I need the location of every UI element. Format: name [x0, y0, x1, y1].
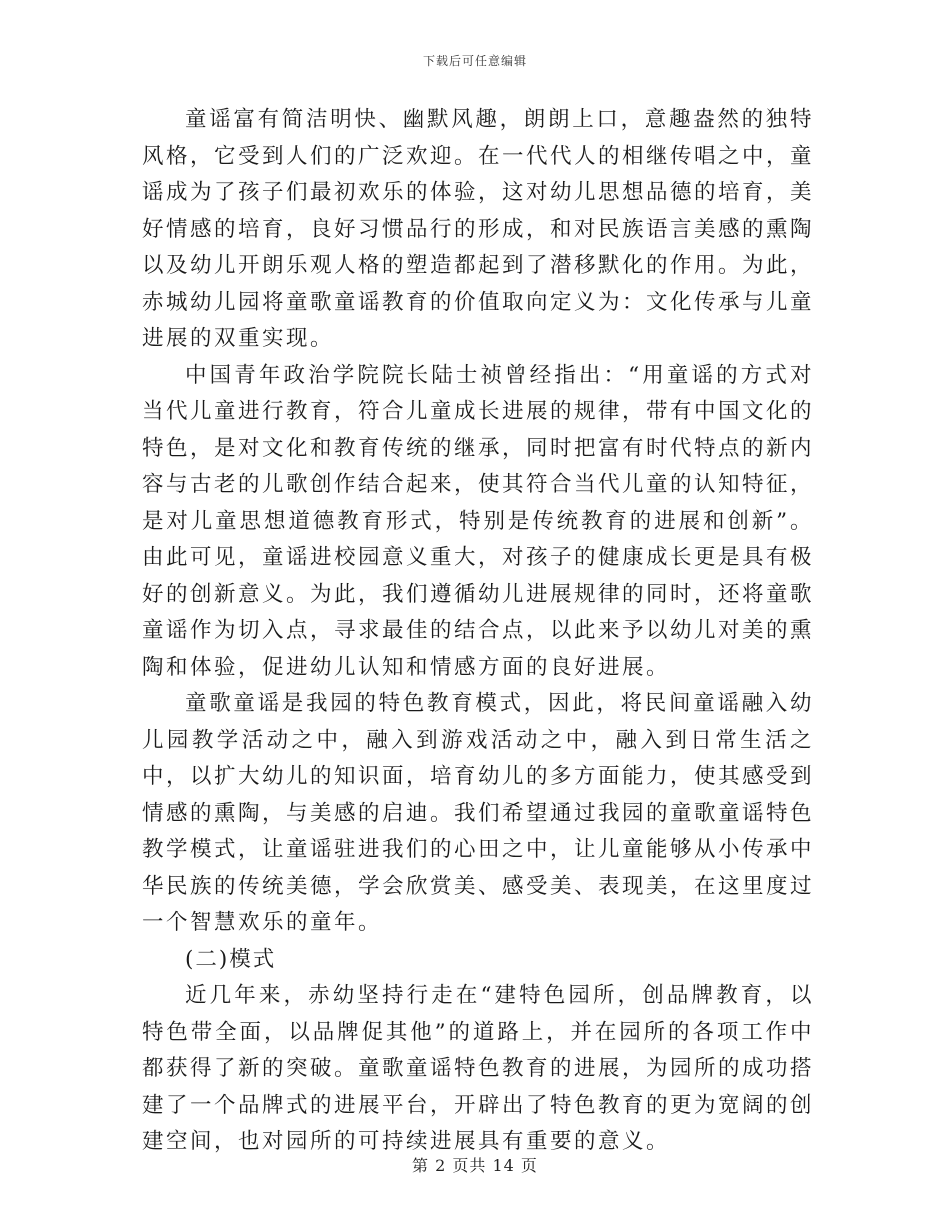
- paragraph-3: 童歌童谣是我园的特色教育模式，因此，将民间童谣融入幼儿园教学活动之中，融入到游戏活动之中，融入到日常生活之中，以扩大幼儿的知识面，培育幼儿的多方面能力，使其感受到情感的熏陶，与美感的启迪。我们希望通过我园的童歌童谣特色教学模式，让童谣驻进我们的心田之中，让儿童能够从小传承中华民族的传统美德，学会欣赏美、感受美、表现美，在这里度过一个智慧欢乐的童年。: [142, 691, 815, 935]
- body-text: [142, 102, 814, 1161]
- header-note: 下载后可任意编辑: [422, 54, 527, 68]
- page-number: 第 2 页共 14 页: [412, 1156, 538, 1175]
- section-paragraph: 近几年来，赤幼坚持行走在“建特色园所，创品牌教育，以特色带全面，以品牌促其他”的道路上，并在园所的各项工作中都获得了新的突破。童歌童谣特色教育的进展，为园所的成功搭建了一个品牌式的进展平台，开辟出了特色教育的更为宽阔的创建空间，也对园所的可持续进展具有重要的意义。: [142, 983, 815, 1154]
- paragraph-2: 中国青年政治学院院长陆士祯曾经指出：“用童谣的方式对当代儿童进行教育，符合儿童成长进展的规律，带有中国文化的特色，是对文化和教育传统的继承，同时把富有时代特点的新内容与古老的儿歌创作结合起来，使其符合当代儿童的认知特征，是对儿童思想道德教育形式，特别是传统教育的进展和创新”。由此可见，童谣进校园意义重大，对孩子的健康成长更是具有极好的创新意义。为此，我们遵循幼儿进展规律的同时，还将童歌童谣作为切入点，寻求最佳的结合点，以此来予以幼儿对美的熏陶和体验，促进幼儿认知和情感方面的良好进展。: [142, 362, 815, 680]
- paragraph-1: 童谣富有简洁明快、幽默风趣，朗朗上口，意趣盎然的独特风格，它受到人们的广泛欢迎。在一代代人的相继传唱之中，童谣成为了孩子们最初欢乐的体验，这对幼儿思想品德的培育，美好情感的培育，良好习惯品行的形成，和对民族语言美感的熏陶以及幼儿开朗乐观人格的塑造都起到了潜移默化的作用。为此，赤城幼儿园将童歌童谣教育的价值取向定义为：文化传承与儿童进展的双重实现。: [142, 107, 815, 351]
- section-heading: (二)模式: [185, 946, 277, 972]
